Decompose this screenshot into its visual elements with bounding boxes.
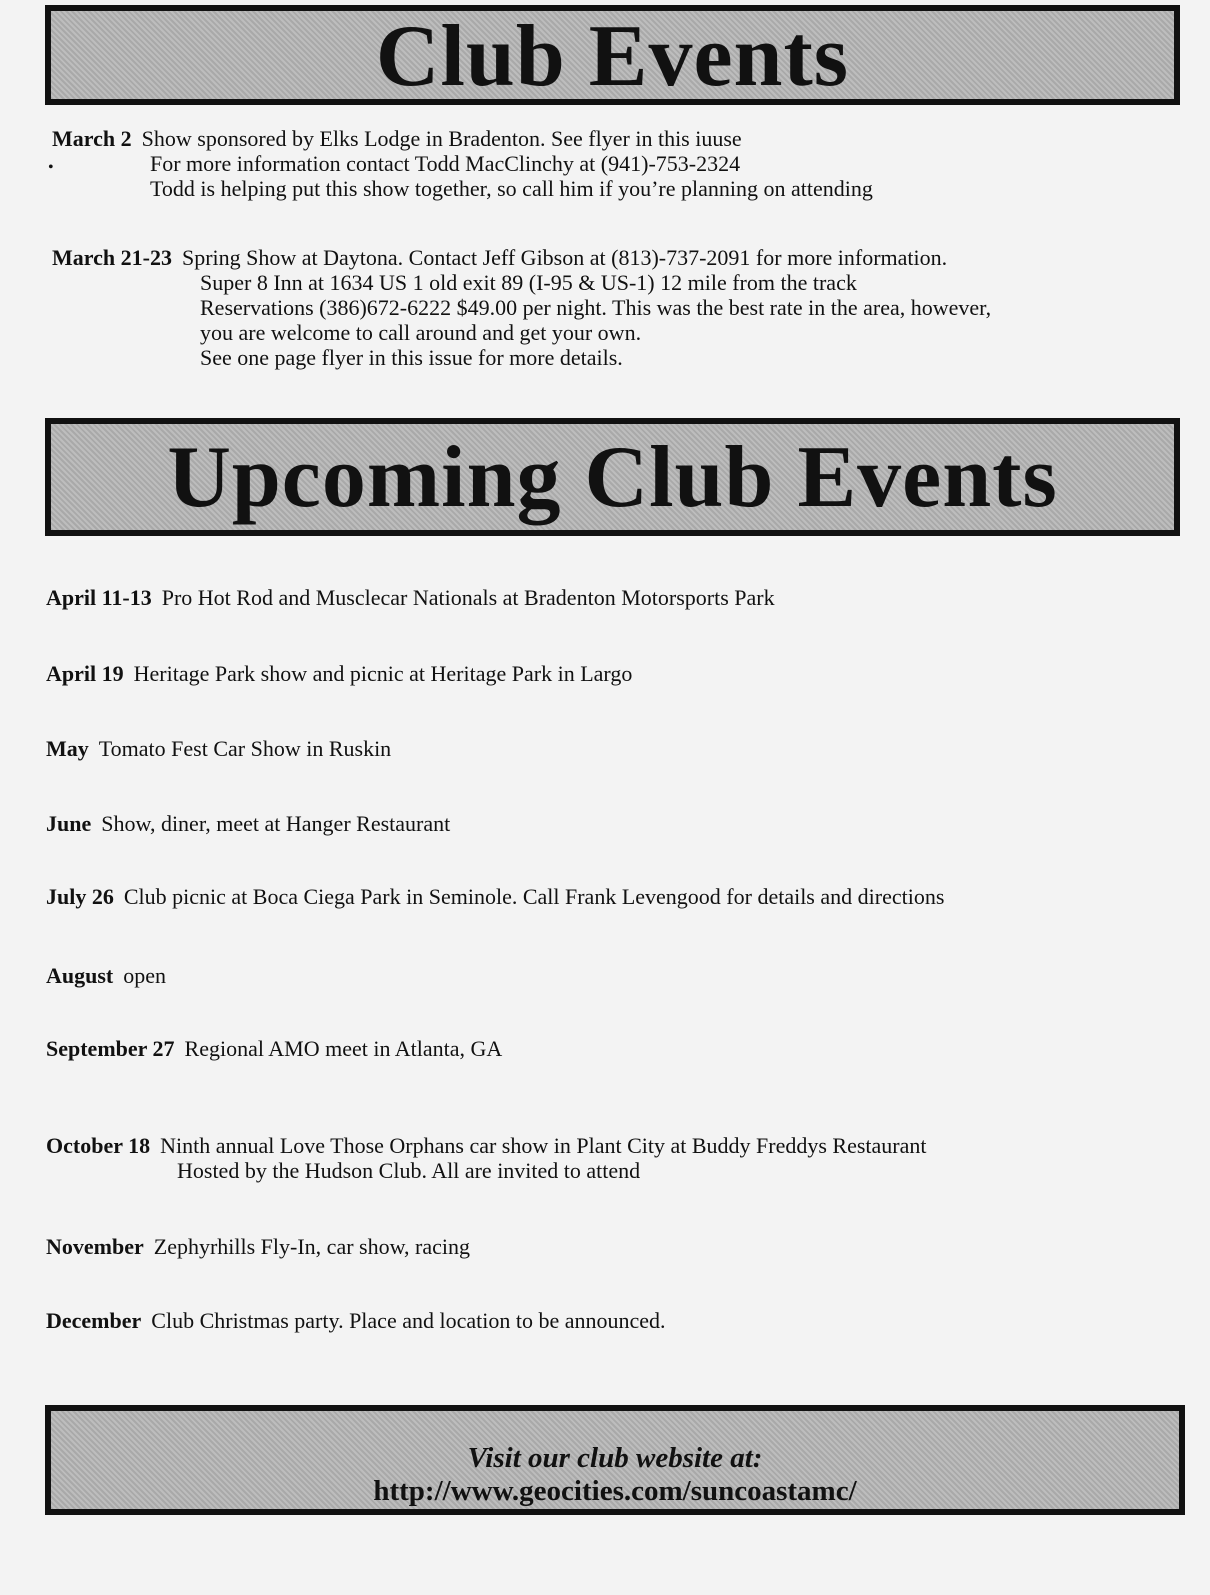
event-text: Club Christmas party. Place and location to be announced. — [151, 1308, 666, 1333]
event-march-2 — [52, 126, 873, 201]
event-date: September 27 — [46, 1036, 175, 1061]
upcoming-events-title: Upcoming Club Events — [167, 429, 1058, 526]
club-events-title: Club Events — [375, 8, 850, 105]
event-date: May — [46, 736, 89, 761]
event-line — [52, 245, 991, 270]
upcoming-events-banner — [45, 418, 1180, 536]
event-date: April 11-13 — [46, 585, 152, 610]
event-may — [46, 736, 391, 761]
event-date: March 2 — [52, 126, 132, 151]
event-text: Show sponsored by Elks Lodge in Bradenton. See flyer in this iuuse — [141, 126, 742, 151]
event-text: Ninth annual Love Those Orphans car show in Plant City at Buddy Freddys Restaurant — [160, 1133, 927, 1158]
event-text: Hosted by the Hudson Club. All are invited to attend — [177, 1158, 641, 1183]
event-text: See one page flyer in this issue for more details. — [200, 345, 623, 370]
event-date: July 26 — [46, 884, 114, 909]
website-banner — [45, 1405, 1185, 1515]
event-date: November — [46, 1234, 144, 1259]
club-events-banner — [45, 5, 1180, 105]
event-october-18 — [46, 1133, 927, 1183]
event-text: Todd is helping put this show together, so call him if you’re planning on attending — [150, 176, 873, 201]
event-text: Regional AMO meet in Atlanta, GA — [184, 1036, 503, 1061]
event-date: April 19 — [46, 661, 124, 686]
website-caption: Visit our club website at: — [467, 1442, 763, 1474]
event-line — [46, 1133, 927, 1158]
event-date: December — [46, 1308, 142, 1333]
event-april-11-13 — [46, 585, 775, 610]
event-date: June — [46, 811, 92, 836]
event-july-26 — [46, 884, 944, 909]
event-text: Heritage Park show and picnic at Heritage Park in Largo — [133, 661, 633, 686]
stray-mark: • — [48, 159, 54, 176]
event-december — [46, 1308, 666, 1333]
event-text: Spring Show at Daytona. Contact Jeff Gibson at (813)-737-2091 for more information. — [181, 245, 948, 270]
event-date: August — [46, 963, 114, 988]
event-text: Zephyrhills Fly-In, car show, racing — [153, 1234, 471, 1259]
event-text: Super 8 Inn at 1634 US 1 old exit 89 (I-95 & US-1) 12 mile from the track — [200, 270, 857, 295]
event-november — [46, 1234, 470, 1259]
event-text: Pro Hot Rod and Musclecar Nationals at Bradenton Motorsports Park — [161, 585, 775, 610]
event-date: October 18 — [46, 1133, 151, 1158]
event-september-27 — [46, 1036, 502, 1061]
event-june — [46, 811, 450, 836]
event-august — [46, 963, 166, 988]
event-text: Club picnic at Boca Ciega Park in Seminole. Call Frank Levengood for details and directions — [123, 884, 945, 909]
event-text: you are welcome to call around and get your own. — [200, 320, 642, 345]
event-march-21-23 — [52, 245, 991, 370]
event-april-19 — [46, 661, 632, 686]
event-text: Show, diner, meet at Hanger Restaurant — [101, 811, 451, 836]
website-url-link[interactable]: http://www.geocities.com/suncoastamc/ — [373, 1474, 857, 1507]
event-date: March 21-23 — [52, 245, 172, 270]
event-text: open — [123, 963, 167, 988]
event-text: Reservations (386)672-6222 $49.00 per night. This was the best rate in the area, however, — [200, 295, 992, 320]
event-line — [52, 126, 873, 151]
event-text: For more information contact Todd MacClinchy at (941)-753-2324 — [150, 151, 741, 176]
event-text: Tomato Fest Car Show in Ruskin — [98, 736, 392, 761]
